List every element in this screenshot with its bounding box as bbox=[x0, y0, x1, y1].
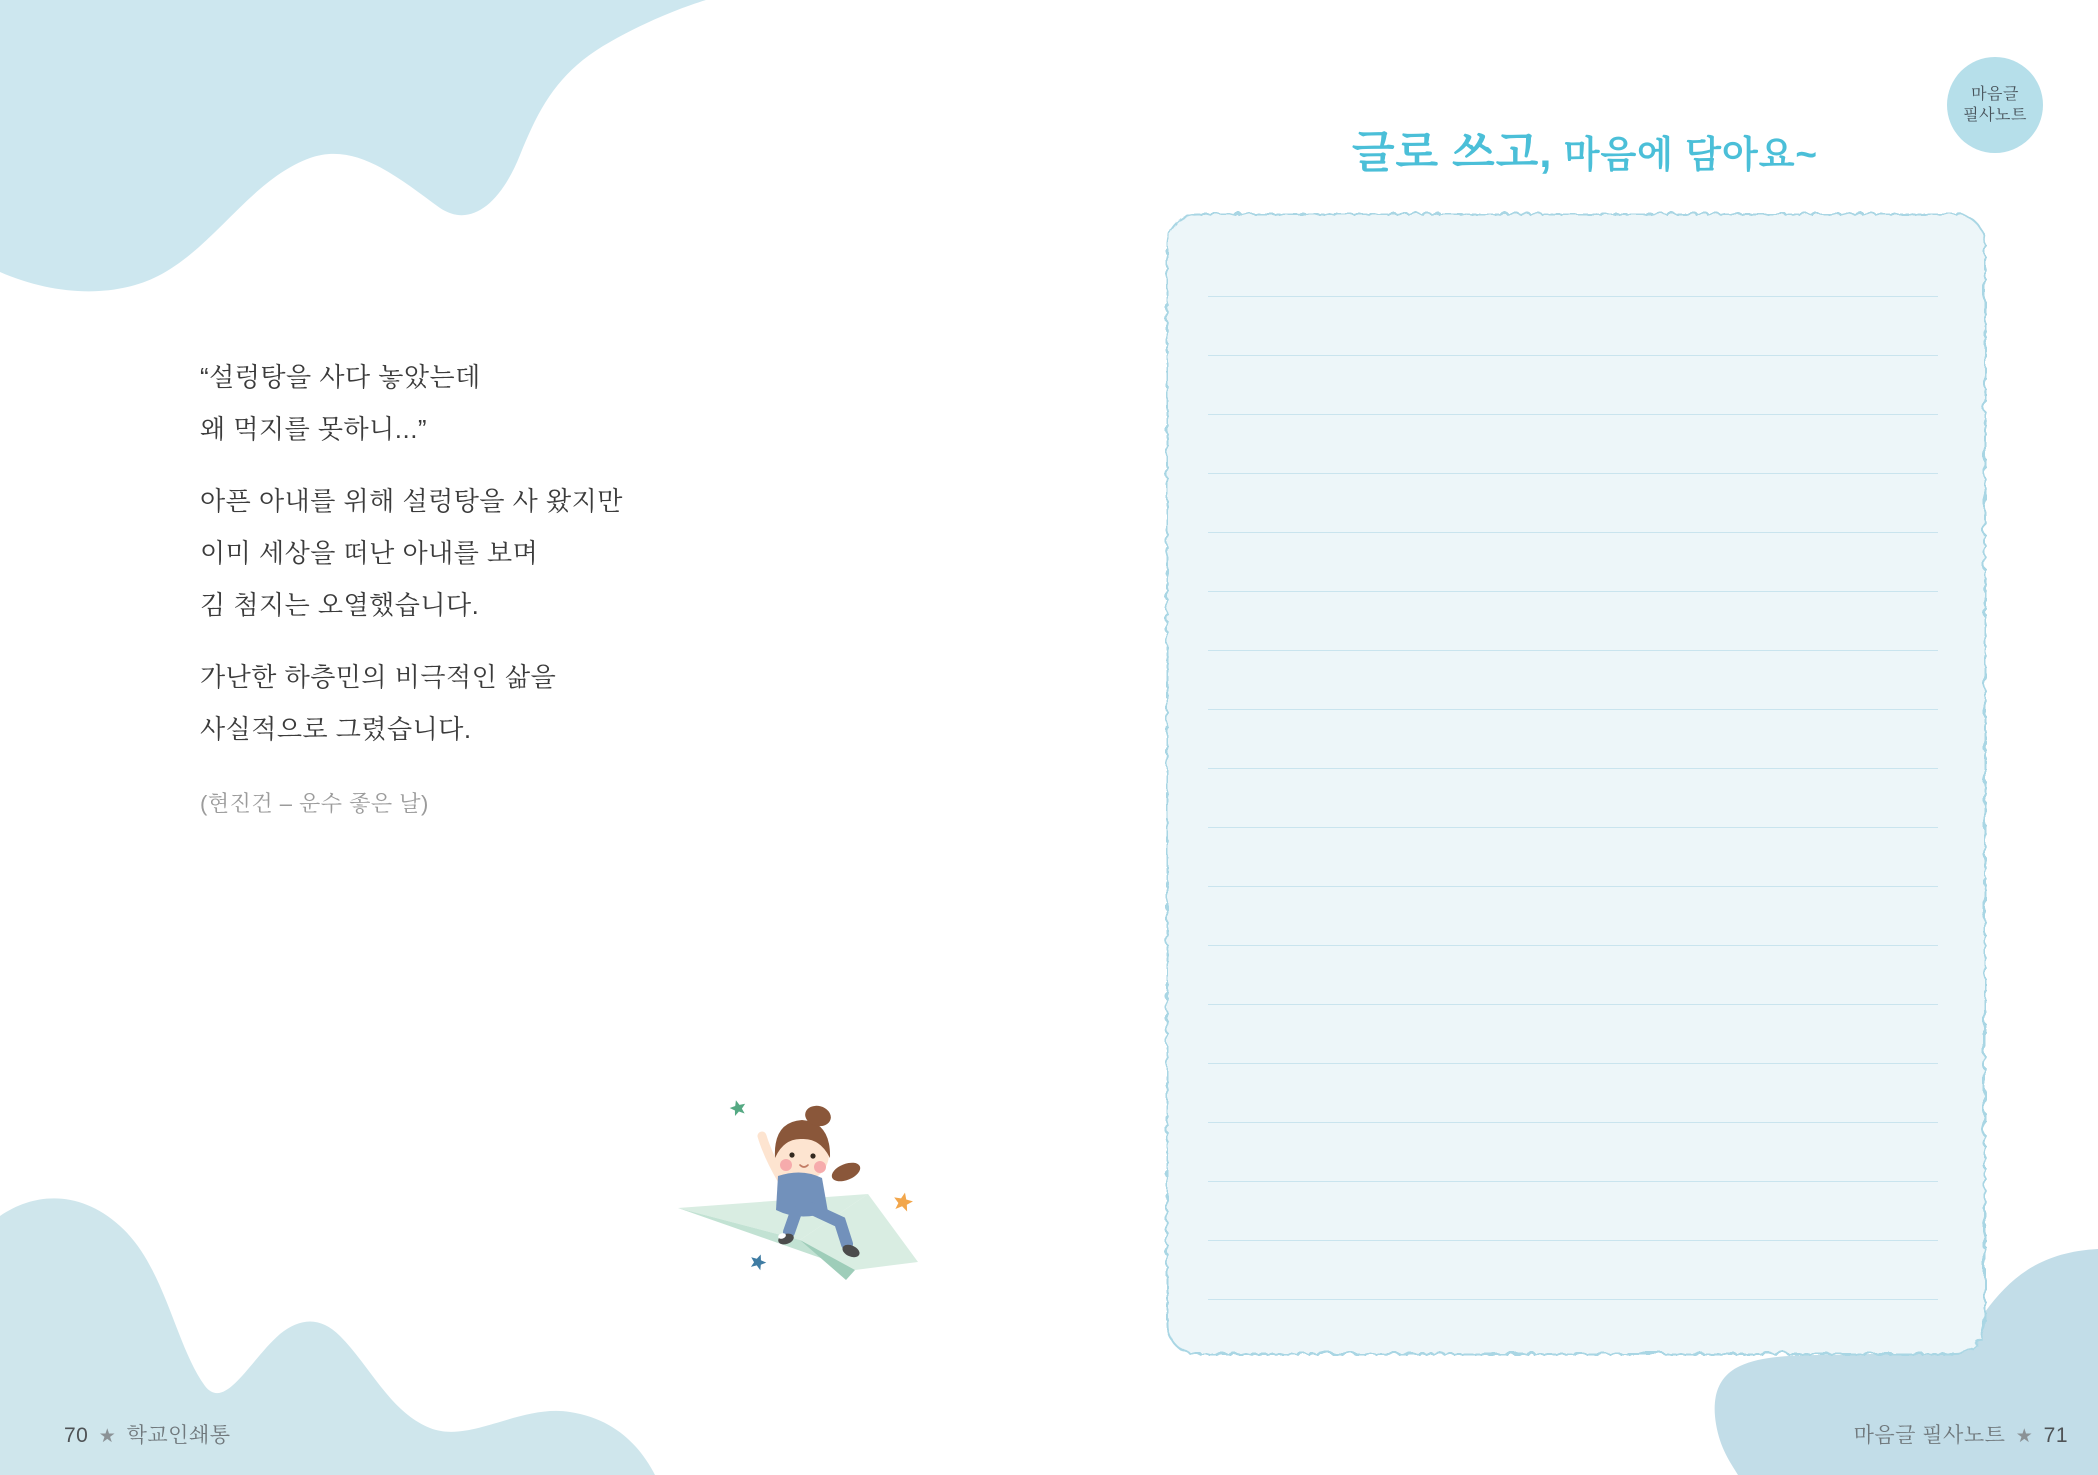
series-badge bbox=[1947, 57, 2043, 153]
footer-left bbox=[64, 1419, 231, 1449]
page-title bbox=[1235, 116, 1935, 180]
star-icon: ★ bbox=[2015, 1426, 2034, 1447]
quote-attribution: (현진건 – 운수 좋은 날) bbox=[200, 791, 429, 816]
star-green-icon bbox=[728, 1098, 747, 1117]
quote-block bbox=[200, 351, 623, 755]
quote-line: 아픈 아내를 위해 설렁탕을 사 왔지만 bbox=[200, 486, 623, 516]
quote-line: “설렁탕을 사다 놓았는데 bbox=[200, 362, 481, 392]
quote-line: 사실적으로 그렸습니다. bbox=[200, 714, 472, 744]
page-number-right: 71 bbox=[2043, 1424, 2068, 1447]
badge-line-1: 마음글 bbox=[1971, 86, 2019, 103]
writing-lines bbox=[1208, 296, 1938, 1302]
quote-paragraph-3 bbox=[200, 651, 623, 755]
star-icon: ★ bbox=[98, 1426, 117, 1447]
quote-line: 이미 세상을 떠난 아내를 보며 bbox=[200, 538, 539, 568]
quote-paragraph-2 bbox=[200, 475, 623, 631]
star-blue-icon bbox=[748, 1252, 768, 1272]
badge-line-2: 필사노트 bbox=[1963, 107, 2027, 124]
blob-top-left bbox=[0, 0, 706, 291]
quote-line: 왜 먹지를 못하니...” bbox=[200, 414, 428, 444]
paper-airplane-girl-illustration bbox=[650, 1080, 970, 1320]
footer-right bbox=[1854, 1419, 2068, 1449]
quote-line: 가난한 하층민의 비극적인 삶을 bbox=[200, 662, 557, 692]
footer-right-label: 마음글 필사노트 bbox=[1853, 1424, 2006, 1447]
page-number-left: 70 bbox=[64, 1424, 89, 1447]
star-orange-icon bbox=[892, 1191, 915, 1213]
footer-left-label: 학교인쇄통 bbox=[126, 1424, 231, 1447]
page-title-part2: 마음에 담아요~ bbox=[1552, 134, 1819, 175]
quote-line: 김 첨지는 오열했습니다. bbox=[200, 590, 480, 620]
quote-paragraph-1 bbox=[200, 351, 623, 455]
page-title-part1: 글로 쓰고, bbox=[1351, 128, 1553, 177]
